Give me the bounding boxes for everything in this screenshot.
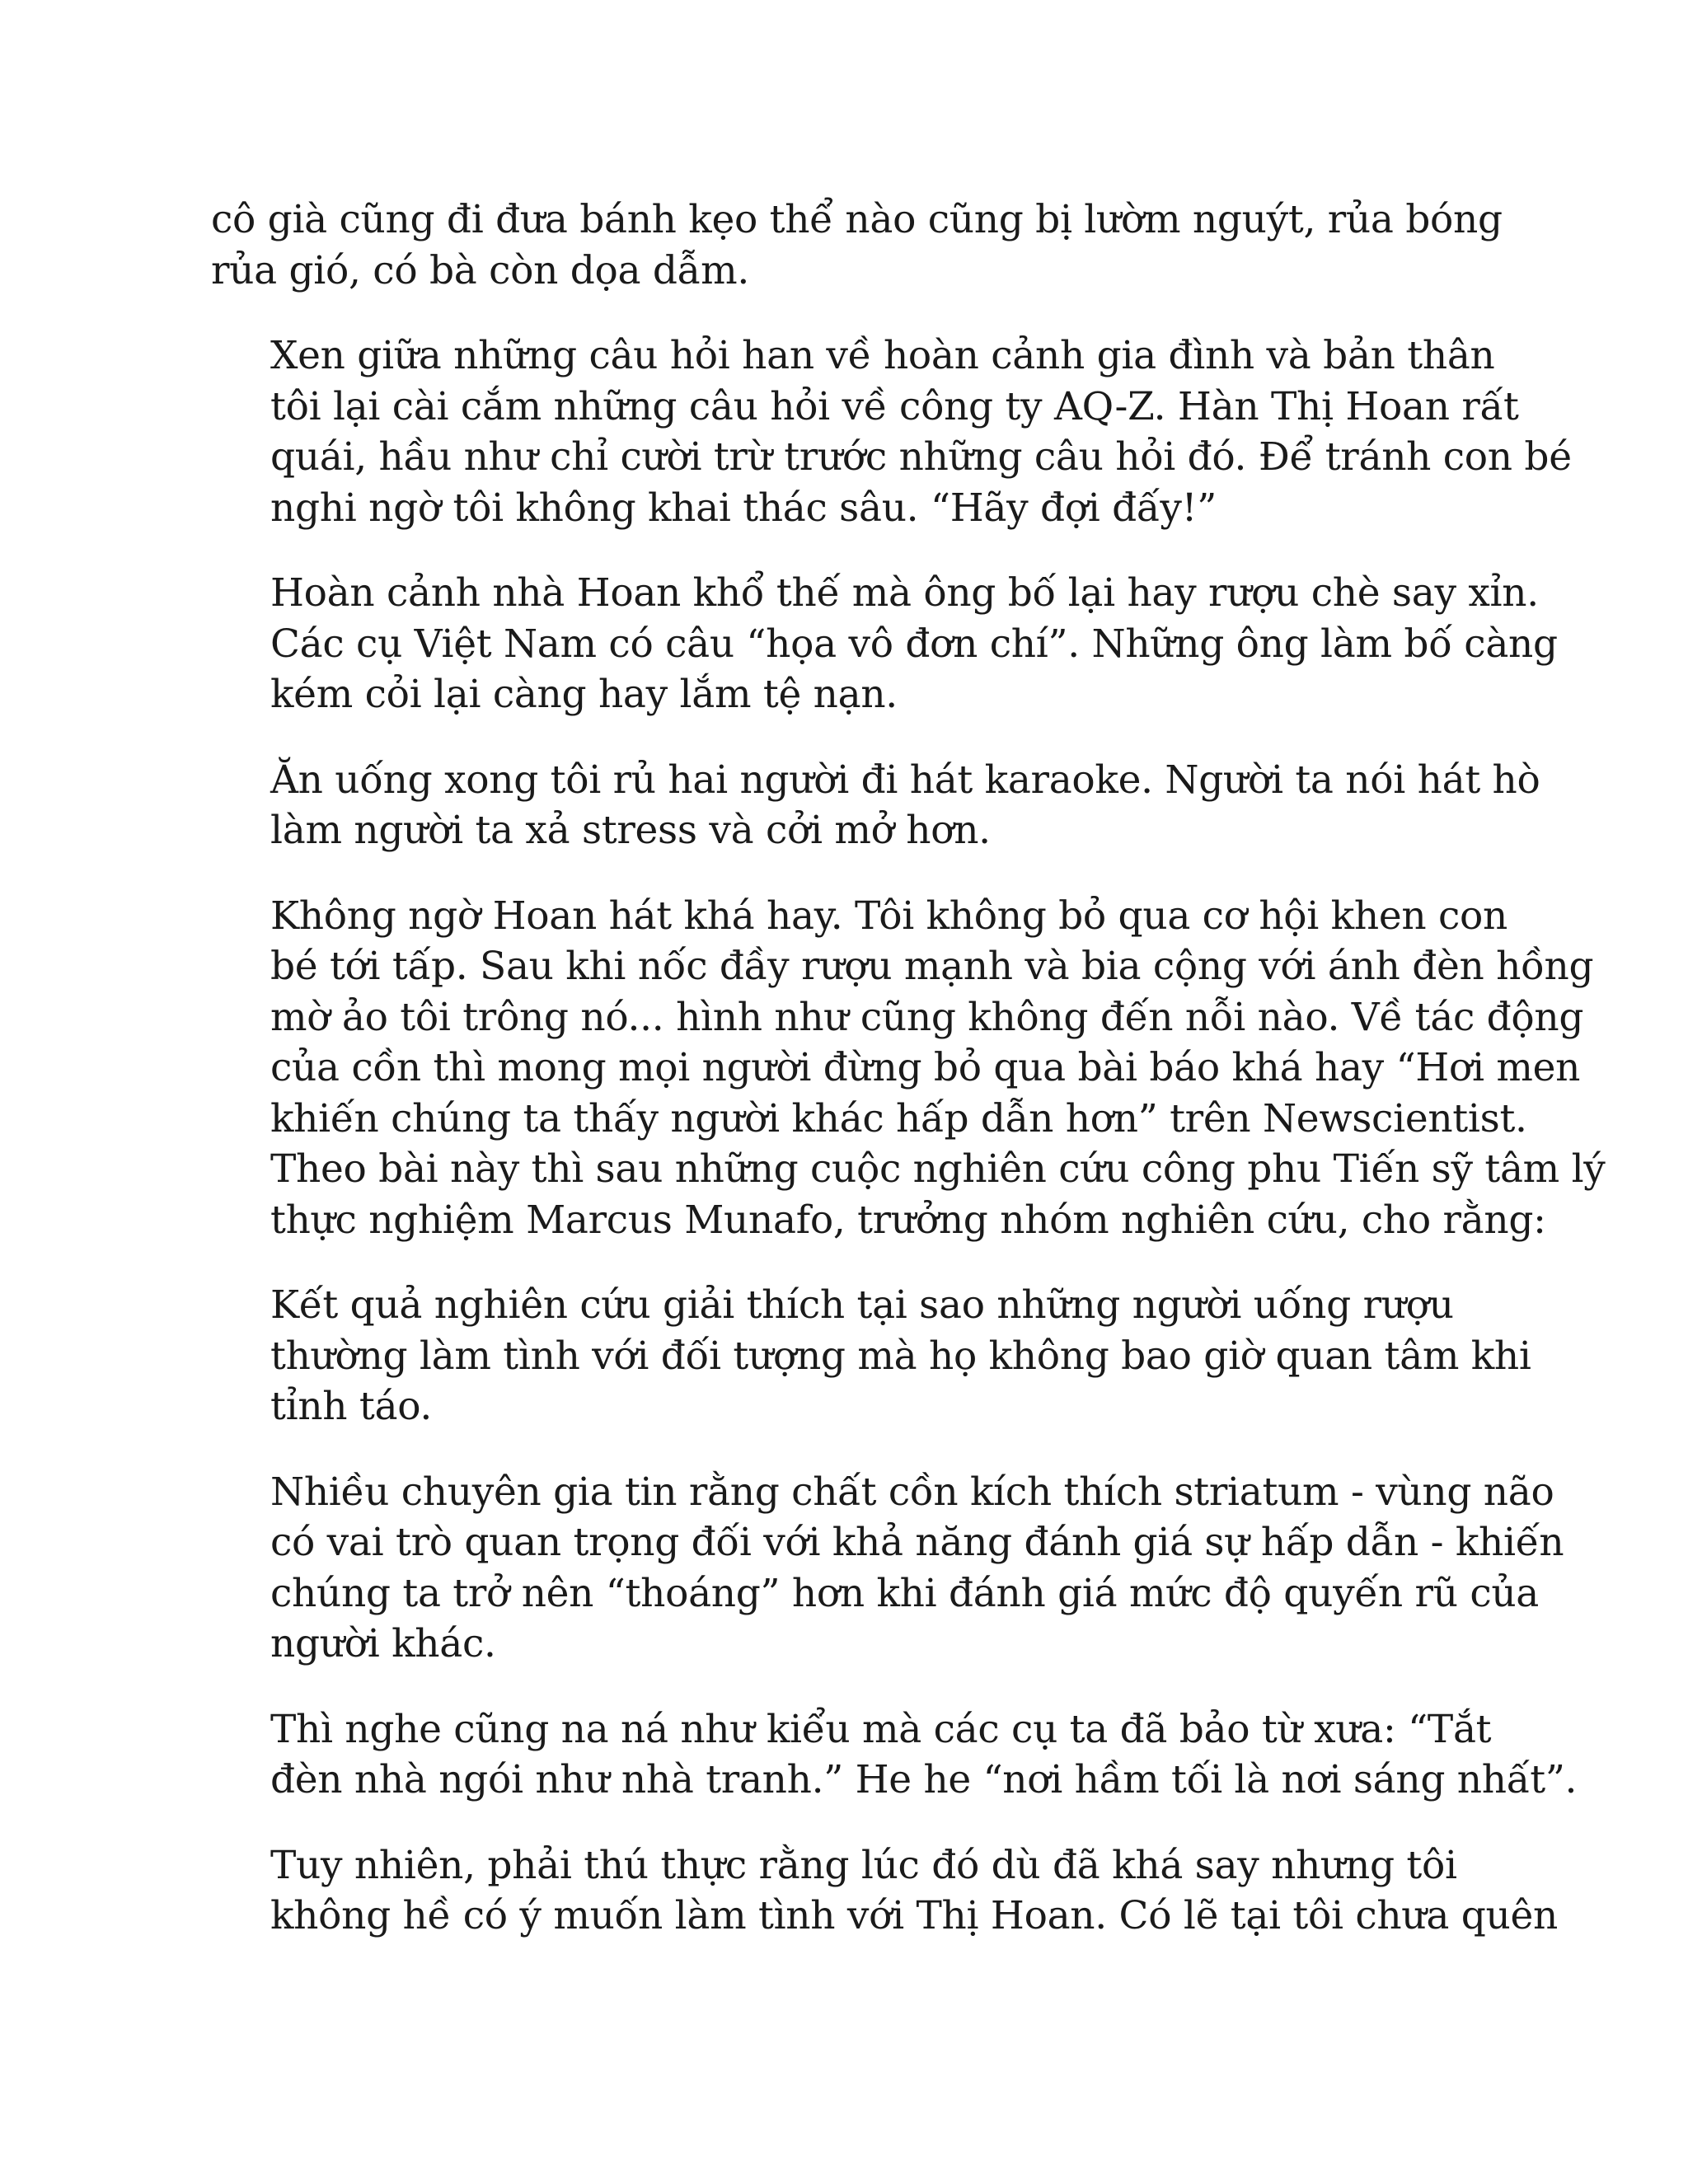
paragraph-1 bbox=[211, 194, 1503, 296]
text-line: Theo bài này thì sau những cuộc nghiên cứu công phu Tiến sỹ tâm lý bbox=[270, 1146, 1606, 1192]
paragraph-8 bbox=[211, 1704, 1578, 1806]
text-line: khiến chúng ta thấy người khác hấp dẫn hơn” trên Newscientist. bbox=[270, 1095, 1527, 1141]
text-line: Tuy nhiên, phải thú thực rằng lúc đó dù đã khá say nhưng tôi bbox=[270, 1842, 1457, 1888]
text-line: cô già cũng đi đưa bánh kẹo thể nào cũng bị lườm nguýt, rủa bóng bbox=[211, 197, 1503, 242]
text-line: rủa gió, có bà còn dọa dẫm. bbox=[211, 247, 750, 293]
paragraph-4 bbox=[211, 755, 1540, 856]
text-line: có vai trò quan trọng đối với khả năng đánh giá sự hấp dẫn - khiến bbox=[270, 1520, 1564, 1565]
text-line: Xen giữa những câu hỏi han về hoàn cảnh gia đình và bản thân bbox=[270, 333, 1495, 378]
text-line: thực nghiệm Marcus Munafo, trưởng nhóm nghiên cứu, cho rằng: bbox=[270, 1197, 1546, 1243]
text-line: Các cụ Việt Nam có câu “họa vô đơn chí”. Những ông làm bố càng bbox=[270, 621, 1558, 667]
text-line: người khác. bbox=[270, 1621, 496, 1666]
paragraph-7 bbox=[211, 1467, 1564, 1670]
paragraph-5 bbox=[211, 891, 1606, 1246]
text-line: tỉnh táo. bbox=[270, 1384, 433, 1429]
paragraph-2 bbox=[211, 330, 1572, 533]
text-line: Nhiều chuyên gia tin rằng chất cồn kích thích striatum - vùng não bbox=[270, 1469, 1554, 1515]
text-line: thường làm tình với đối tượng mà họ không bao giờ quan tâm khi bbox=[270, 1333, 1531, 1379]
text-line: không hề có ý muốn làm tình với Thị Hoan. Có lẽ tại tôi chưa quên bbox=[270, 1893, 1558, 1938]
paragraph-3 bbox=[211, 568, 1558, 720]
text-line: Ăn uống xong tôi rủ hai người đi hát karaoke. Người ta nói hát hò bbox=[270, 757, 1540, 803]
text-line: Thì nghe cũng na ná như kiểu mà các cụ ta đã bảo từ xưa: “Tắt bbox=[270, 1706, 1492, 1752]
text-line: quái, hầu như chỉ cười trừ trước những câu hỏi đó. Để tránh con bé bbox=[270, 434, 1572, 480]
text-line: đèn nhà ngói như nhà tranh.” He he “nơi hầm tối là nơi sáng nhất”. bbox=[270, 1757, 1578, 1802]
paragraph-9 bbox=[211, 1840, 1558, 1942]
paragraph-6 bbox=[211, 1280, 1531, 1432]
text-line: làm người ta xả stress và cởi mở hơn. bbox=[270, 808, 991, 853]
text-line: kém cỏi lại càng hay lắm tệ nạn. bbox=[270, 672, 898, 717]
text-line: mờ ảo tôi trông nó... hình như cũng không đến nỗi nào. Về tác động bbox=[270, 994, 1584, 1040]
text-line: nghi ngờ tôi không khai thác sâu. “Hãy đợi đấy!” bbox=[270, 485, 1217, 531]
text-line: chúng ta trở nên “thoáng” hơn khi đánh giá mức độ quyến rũ của bbox=[270, 1570, 1540, 1616]
text-line: Kết quả nghiên cứu giải thích tại sao những người uống rượu bbox=[270, 1282, 1454, 1328]
text-line: của cồn thì mong mọi người đừng bỏ qua bài báo khá hay “Hơi men bbox=[270, 1045, 1581, 1090]
text-line: Hoàn cảnh nhà Hoan khổ thế mà ông bố lại hay rượu chè say xỉn. bbox=[270, 570, 1539, 616]
text-line: tôi lại cài cắm những câu hỏi về công ty AQ-Z. Hàn Thị Hoan rất bbox=[270, 383, 1519, 429]
text-line: Không ngờ Hoan hát khá hay. Tôi không bỏ qua cơ hội khen con bbox=[270, 893, 1507, 939]
document-page bbox=[211, 194, 1606, 1976]
text-line: bé tới tấp. Sau khi nốc đầy rượu mạnh và bia cộng với ánh đèn hồng bbox=[270, 944, 1594, 989]
